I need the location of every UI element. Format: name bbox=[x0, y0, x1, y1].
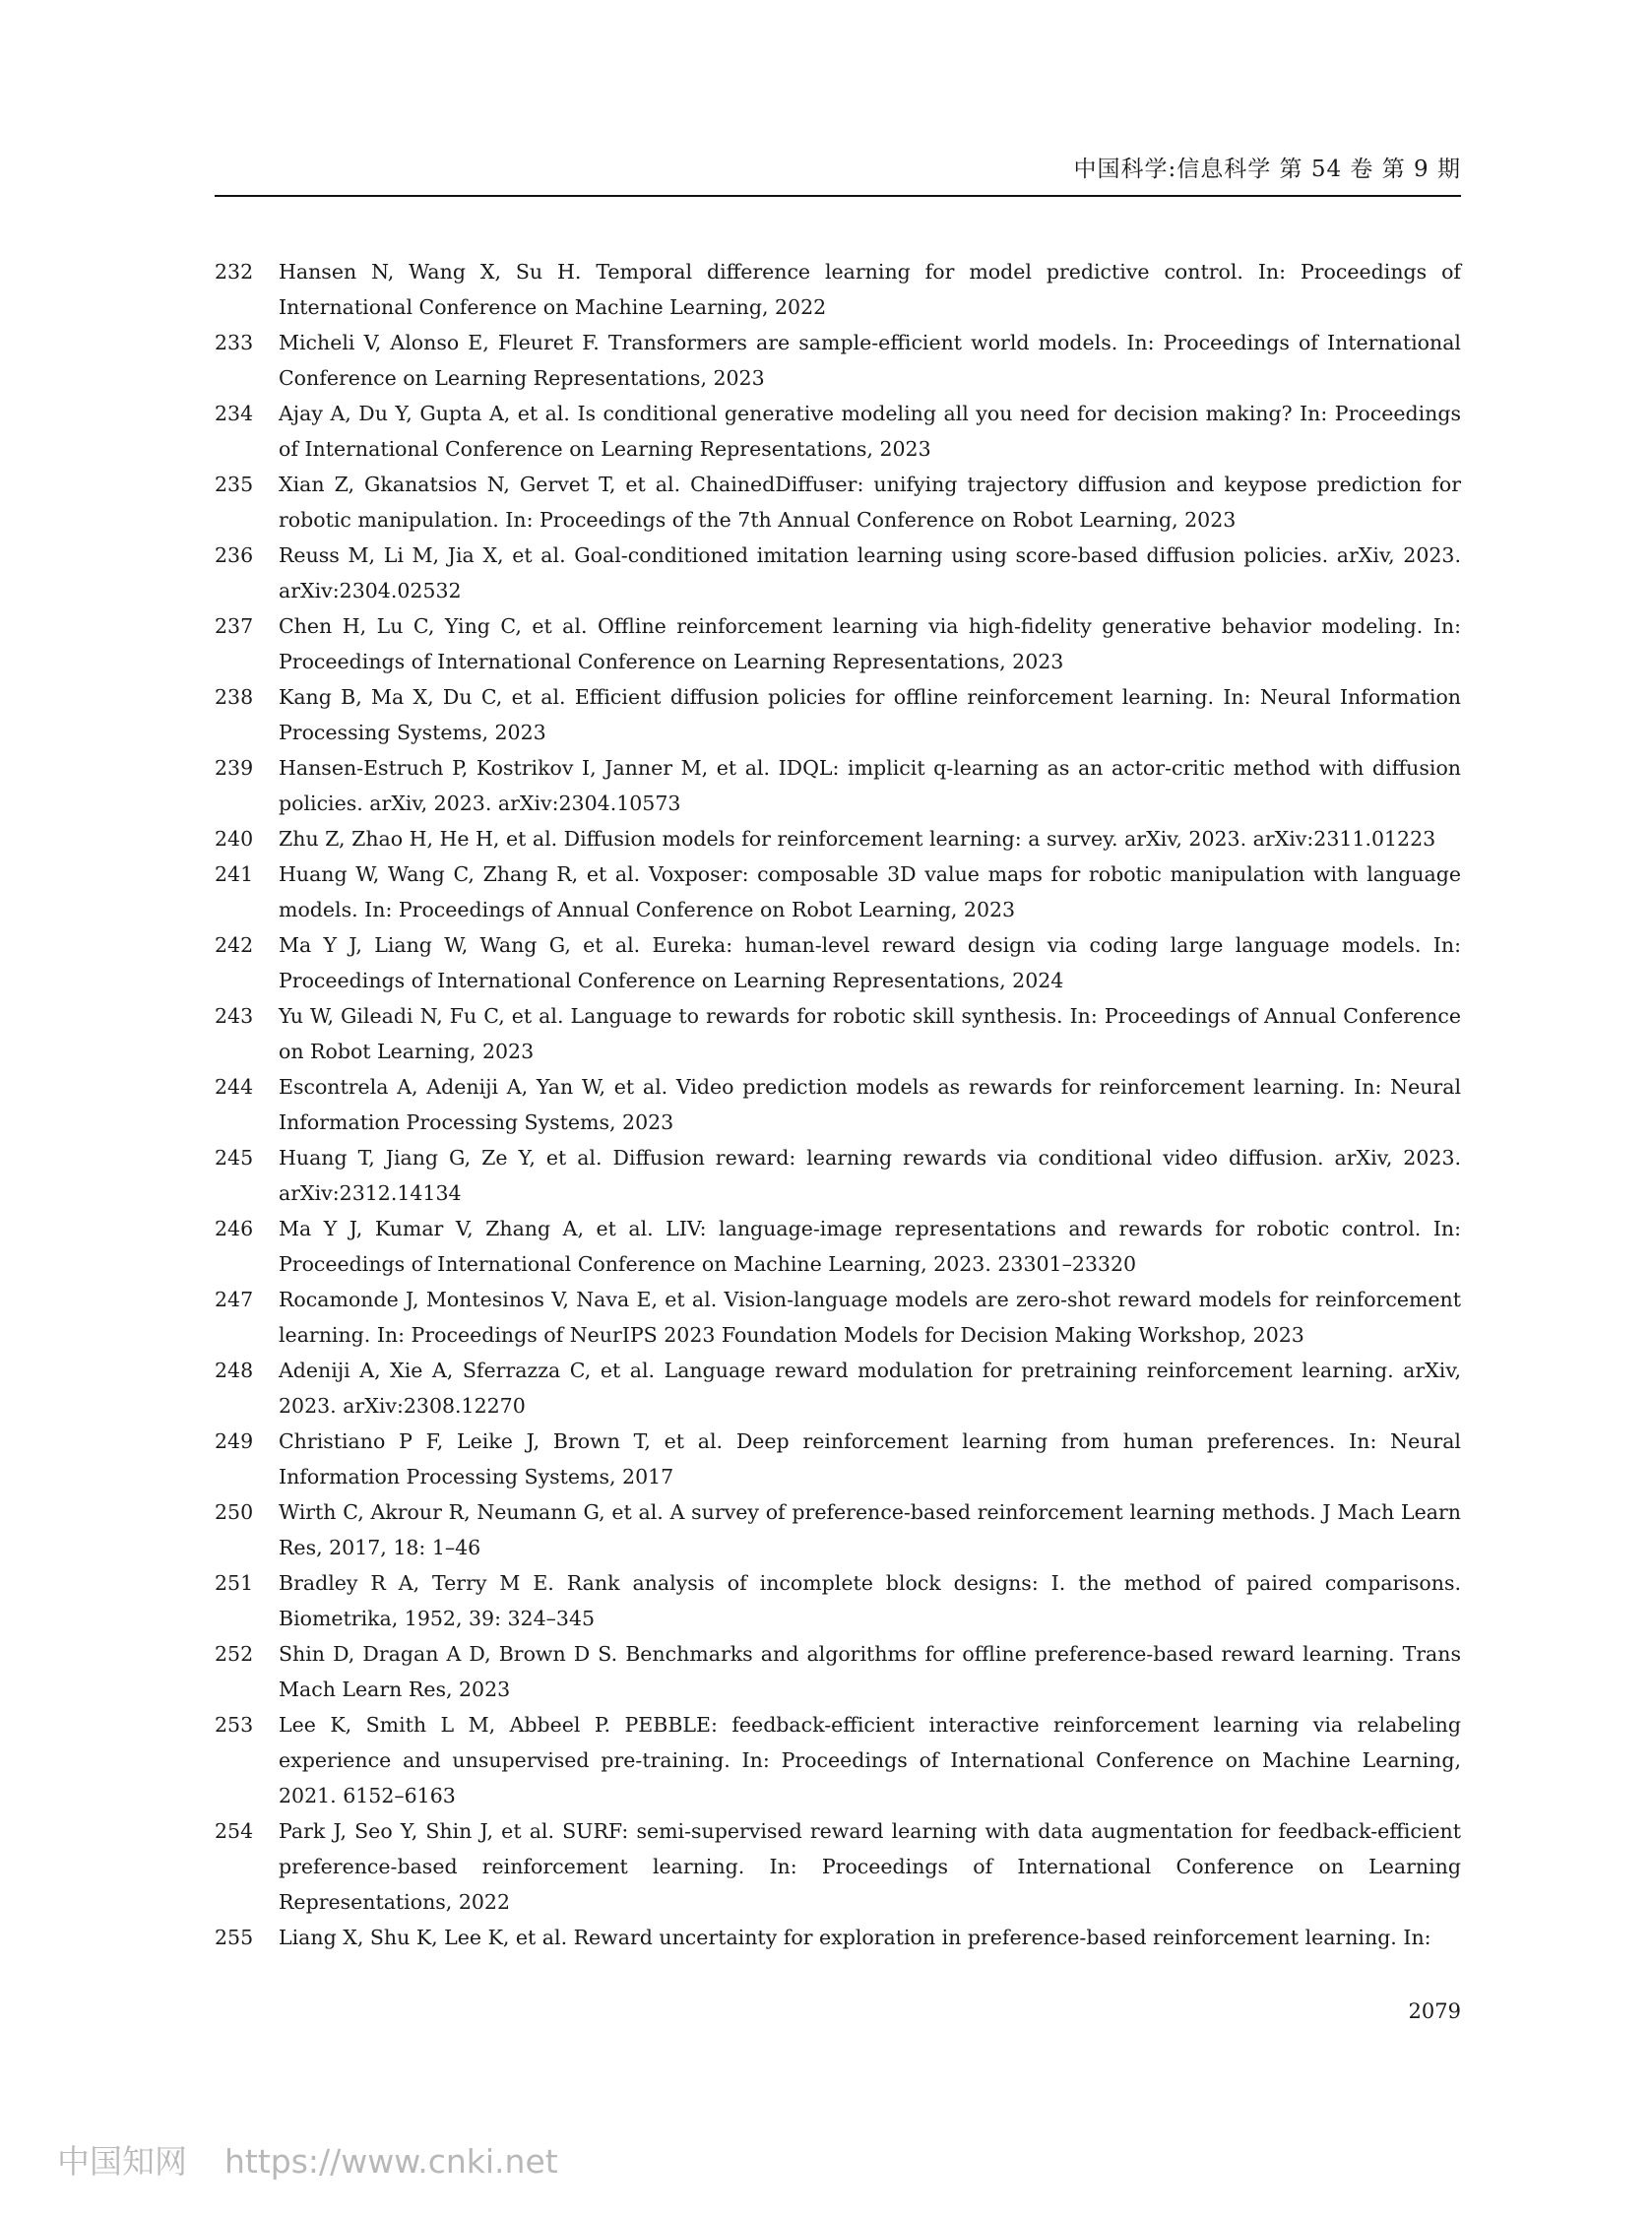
reference-number: 234 bbox=[215, 402, 254, 425]
reference-text: Ma Y J, Liang W, Wang G, et al. Eureka: human-level reward design via coding large language models. In: Proceedings of International Conference on Learning Representations, 2024 bbox=[279, 933, 1461, 992]
reference-text: Park J, Seo Y, Shin J, et al. SURF: semi-supervised reward learning with data augmentation for feedback-efficient preference-based reinforcement learning. In: Proceedings of International Conference on Learning Representations, 2022 bbox=[279, 1819, 1461, 1914]
reference-text: Micheli V, Alonso E, Fleuret F. Transformers are sample-efficient world models. In: Proceedings of International Conference on Learning Representations, 2023 bbox=[279, 331, 1461, 390]
reference-number: 246 bbox=[215, 1217, 254, 1240]
reference-item bbox=[215, 325, 1461, 396]
reference-item bbox=[215, 927, 1461, 998]
reference-item bbox=[215, 1636, 1461, 1707]
reference-item bbox=[215, 1069, 1461, 1140]
reference-number: 237 bbox=[215, 614, 254, 638]
reference-text: Chen H, Lu C, Ying C, et al. Offline reinforcement learning via high-fidelity generative behavior modeling. In: Proceedings of International Conference on Learning Representations, 2023 bbox=[279, 614, 1461, 673]
reference-item bbox=[215, 1920, 1461, 1955]
cnki-watermark bbox=[57, 2136, 558, 2183]
reference-item bbox=[215, 608, 1461, 679]
reference-item bbox=[215, 538, 1461, 608]
reference-text: Hansen-Estruch P, Kostrikov I, Janner M, et al. IDQL: implicit q-learning as an actor-critic method with diffusion policies. arXiv, 2023. arXiv:2304.10573 bbox=[279, 756, 1461, 815]
reference-text: Kang B, Ma X, Du C, et al. Efficient diffusion policies for offline reinforcement learning. In: Neural Information Processing Systems, 2023 bbox=[279, 685, 1461, 744]
reference-number: 239 bbox=[215, 756, 254, 780]
reference-text: Christiano P F, Leike J, Brown T, et al. Deep reinforcement learning from human preferences. In: Neural Information Processing Systems, 2017 bbox=[279, 1429, 1461, 1489]
reference-number: 249 bbox=[215, 1429, 254, 1453]
reference-item bbox=[215, 1424, 1461, 1494]
reference-number: 232 bbox=[215, 260, 254, 284]
reference-number: 247 bbox=[215, 1288, 254, 1311]
reference-text: Yu W, Gileadi N, Fu C, et al. Language to rewards for robotic skill synthesis. In: Proceedings of Annual Conference on Robot Learning, 2023 bbox=[279, 1004, 1461, 1063]
reference-item bbox=[215, 998, 1461, 1069]
running-header: 中国科学:信息科学 第 54 卷 第 9 期 bbox=[215, 156, 1461, 197]
reference-item bbox=[215, 1211, 1461, 1282]
reference-text: Lee K, Smith L M, Abbeel P. PEBBLE: feedback-efficient interactive reinforcement learning via relabeling experience and unsupervised pre-training. In: Proceedings of International Conference on Machine Learning, 2021. 6152–6163 bbox=[279, 1713, 1461, 1807]
reference-number: 245 bbox=[215, 1146, 254, 1170]
watermark-url: https://www.cnki.net bbox=[224, 2142, 558, 2181]
reference-number: 244 bbox=[215, 1075, 254, 1099]
reference-item bbox=[215, 254, 1461, 325]
reference-number: 238 bbox=[215, 685, 254, 709]
reference-text: Zhu Z, Zhao H, He H, et al. Diffusion models for reinforcement learning: a survey. arXiv, 2023. arXiv:2311.01223 bbox=[279, 827, 1436, 851]
reference-number: 240 bbox=[215, 827, 254, 851]
reference-item bbox=[215, 1813, 1461, 1920]
reference-item bbox=[215, 1565, 1461, 1636]
reference-item bbox=[215, 1494, 1461, 1565]
reference-number: 251 bbox=[215, 1571, 254, 1595]
reference-text: Escontrela A, Adeniji A, Yan W, et al. Video prediction models as rewards for reinforcement learning. In: Neural Information Processing Systems, 2023 bbox=[279, 1075, 1461, 1134]
reference-text: Ajay A, Du Y, Gupta A, et al. Is conditional generative modeling all you need for decision making? In: Proceedings of International Conference on Learning Representations, 2023 bbox=[279, 402, 1461, 461]
reference-number: 248 bbox=[215, 1359, 254, 1382]
reference-number: 243 bbox=[215, 1004, 254, 1028]
reference-text: Wirth C, Akrour R, Neumann G, et al. A survey of preference-based reinforcement learning methods. J Mach Learn Res, 2017, 18: 1–46 bbox=[279, 1500, 1461, 1559]
reference-text: Shin D, Dragan A D, Brown D S. Benchmarks and algorithms for offline preference-based reward learning. Trans Mach Learn Res, 2023 bbox=[279, 1642, 1461, 1701]
reference-item bbox=[215, 856, 1461, 927]
reference-text: Ma Y J, Kumar V, Zhang A, et al. LIV: language-image representations and rewards for robotic control. In: Proceedings of International Conference on Machine Learning, 2023. 23301–23320 bbox=[279, 1217, 1461, 1276]
reference-item bbox=[215, 679, 1461, 750]
reference-item bbox=[215, 396, 1461, 467]
reference-number: 252 bbox=[215, 1642, 254, 1666]
reference-number: 254 bbox=[215, 1819, 254, 1843]
reference-item bbox=[215, 467, 1461, 538]
reference-number: 242 bbox=[215, 933, 254, 957]
reference-number: 233 bbox=[215, 331, 254, 354]
reference-item bbox=[215, 1353, 1461, 1424]
reference-text: Xian Z, Gkanatsios N, Gervet T, et al. ChainedDiffuser: unifying trajectory diffusion and keypose prediction for robotic manipulation. In: Proceedings of the 7th Annual Conference on Robot Learning, 2023 bbox=[279, 473, 1461, 532]
page-number: 2079 bbox=[1408, 1999, 1461, 2023]
reference-item bbox=[215, 821, 1461, 856]
reference-item bbox=[215, 1140, 1461, 1211]
reference-text: Huang W, Wang C, Zhang R, et al. Voxposer: composable 3D value maps for robotic manipulation with language models. In: Proceedings of Annual Conference on Robot Learning, 2023 bbox=[279, 862, 1461, 921]
watermark-brand: 中国知网 bbox=[57, 2142, 187, 2181]
reference-text: Bradley R A, Terry M E. Rank analysis of incomplete block designs: I. the method of paired comparisons. Biometrika, 1952, 39: 324–345 bbox=[279, 1571, 1461, 1630]
reference-text: Adeniji A, Xie A, Sferrazza C, et al. Language reward modulation for pretraining reinforcement learning. arXiv, 2023. arXiv:2308.12270 bbox=[279, 1359, 1461, 1418]
reference-list bbox=[215, 254, 1461, 1955]
reference-text: Hansen N, Wang X, Su H. Temporal difference learning for model predictive control. In: Proceedings of International Conference on Machine Learning, 2022 bbox=[279, 260, 1461, 319]
reference-number: 255 bbox=[215, 1926, 254, 1949]
reference-number: 253 bbox=[215, 1713, 254, 1737]
reference-text: Rocamonde J, Montesinos V, Nava E, et al. Vision-language models are zero-shot reward models for reinforcement learning. In: Proceedings of NeurIPS 2023 Foundation Models for Decision Making Workshop, 2023 bbox=[279, 1288, 1461, 1347]
reference-text: Huang T, Jiang G, Ze Y, et al. Diffusion reward: learning rewards via conditional video diffusion. arXiv, 2023. arXiv:2312.14134 bbox=[279, 1146, 1461, 1205]
reference-text: Reuss M, Li M, Jia X, et al. Goal-conditioned imitation learning using score-based diffusion policies. arXiv, 2023. arXiv:2304.02532 bbox=[279, 543, 1461, 602]
reference-item bbox=[215, 750, 1461, 821]
reference-number: 236 bbox=[215, 543, 254, 567]
reference-item bbox=[215, 1282, 1461, 1353]
reference-item bbox=[215, 1707, 1461, 1813]
reference-text: Liang X, Shu K, Lee K, et al. Reward uncertainty for exploration in preference-based reinforcement learning. In: bbox=[279, 1926, 1431, 1949]
reference-number: 235 bbox=[215, 473, 254, 496]
reference-number: 250 bbox=[215, 1500, 254, 1524]
reference-number: 241 bbox=[215, 862, 254, 886]
